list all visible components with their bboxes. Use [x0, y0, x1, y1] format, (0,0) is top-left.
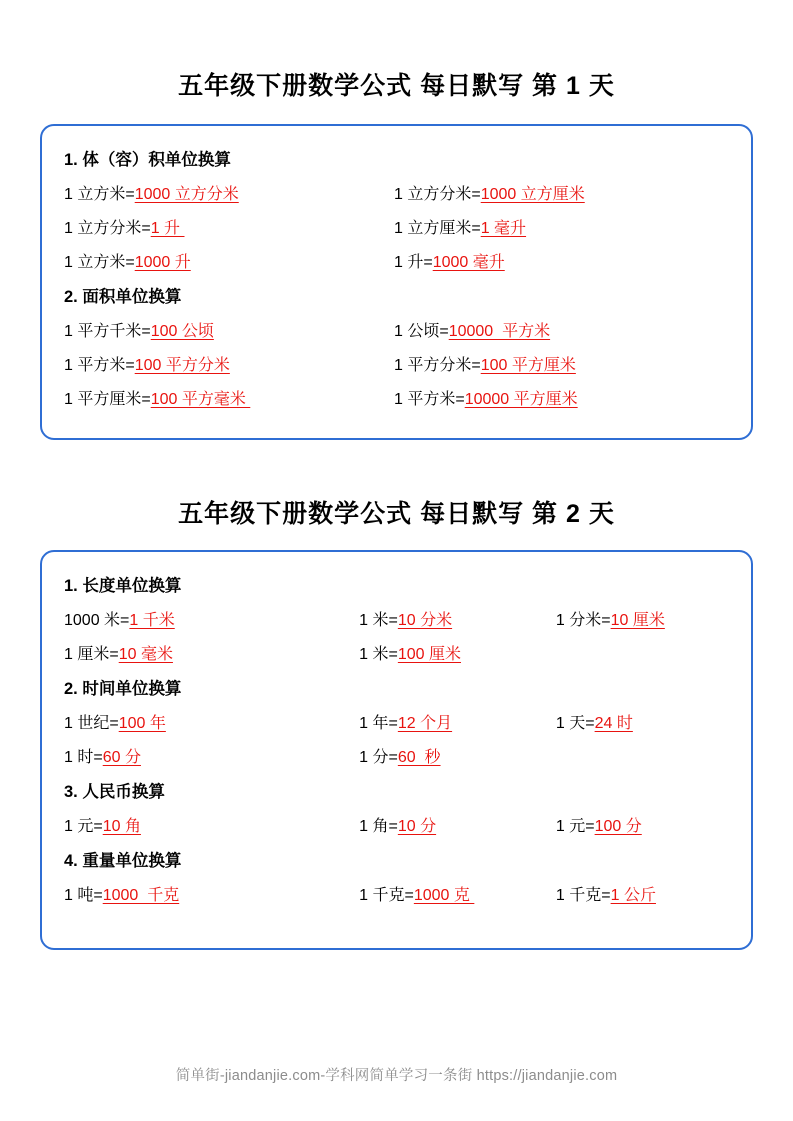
formula-label: 1 米=	[359, 612, 398, 629]
section-title-day-1: 五年级下册数学公式 每日默写 第 1 天	[178, 72, 615, 100]
formula-cell	[359, 710, 556, 733]
formula-row	[60, 813, 733, 836]
formula-label: 1 立方米=	[64, 254, 135, 271]
formula-answer: 1 千米	[129, 612, 175, 629]
group-rows	[60, 710, 733, 767]
footer-watermark: 简单街-jiandanjie.com-学科网简单学习一条街 https://jiandanjie.com	[175, 1068, 618, 1084]
formula-label: 1 平方千米=	[64, 323, 151, 340]
formula-cell	[60, 386, 394, 409]
group-heading: 1. 长度单位换算	[64, 577, 182, 595]
formula-answer: 1 公斤	[610, 887, 656, 904]
formula-answer: 1 毫升	[480, 220, 527, 237]
formula-cell	[394, 318, 724, 341]
formula-answer: 10 厘米	[610, 612, 665, 629]
group-rows	[60, 181, 733, 272]
formula-cell	[60, 181, 394, 204]
formula-answer: 10 毫米	[118, 646, 173, 663]
formula-answer: 100 平方分米	[134, 357, 230, 374]
formula-label: 1000 米=	[64, 612, 130, 629]
formula-answer: 60 秒	[397, 749, 441, 766]
formula-row	[60, 744, 733, 767]
formula-label: 1 千克=	[555, 887, 611, 904]
formula-answer: 60 分	[102, 749, 141, 766]
formula-row	[60, 181, 733, 204]
formula-cell	[394, 215, 724, 238]
formula-label: 1 立方分米=	[64, 220, 151, 237]
formula-answer: 12 个月	[397, 715, 453, 732]
formula-answer: 1000 千克	[102, 887, 180, 904]
formula-label: 1 升=	[394, 254, 433, 271]
formula-cell	[60, 249, 394, 272]
formula-label: 1 平方分米=	[394, 357, 481, 374]
formula-label: 1 平方米=	[394, 391, 465, 408]
formula-row	[60, 710, 733, 733]
formula-label: 1 角=	[359, 818, 398, 835]
formula-label: 1 立方米=	[64, 186, 135, 203]
formula-answer: 10 分	[397, 818, 437, 835]
formula-row	[60, 607, 733, 630]
formula-label: 1 立方分米=	[394, 186, 481, 203]
group-rows	[60, 607, 733, 664]
formula-label: 1 元=	[555, 818, 595, 835]
formula-answer: 10000 平方厘米	[464, 391, 578, 408]
formula-answer: 100 分	[594, 818, 642, 835]
formula-answer: 24 时	[594, 715, 633, 732]
formula-answer: 10 分米	[397, 612, 453, 629]
formula-cell	[60, 318, 394, 341]
formula-label: 1 公顷=	[394, 323, 449, 340]
formula-cell	[394, 386, 724, 409]
section-day-2	[40, 440, 753, 950]
formula-label: 1 千克=	[359, 887, 414, 904]
formula-answer: 1000 升	[134, 254, 191, 271]
formula-cell	[394, 249, 724, 272]
formula-cell	[359, 607, 556, 630]
formula-cell	[60, 710, 359, 733]
formula-answer: 100 年	[118, 715, 166, 732]
formula-row	[60, 882, 733, 905]
formula-label: 1 吨=	[64, 887, 103, 904]
formula-answer: 1000 立方厘米	[480, 186, 585, 203]
formula-label: 1 天=	[555, 715, 595, 732]
formula-answer: 100 平方厘米	[480, 357, 576, 374]
formula-cell	[394, 352, 724, 375]
formula-label: 1 世纪=	[64, 715, 119, 732]
formula-cell	[556, 813, 733, 836]
group-heading: 1. 体（容）积单位换算	[64, 151, 231, 169]
section-day-1	[40, 0, 753, 440]
group-rows	[60, 318, 733, 409]
formula-row	[60, 215, 733, 238]
formula-cell	[60, 744, 359, 767]
formula-cell	[359, 813, 556, 836]
formula-cell	[60, 813, 359, 836]
group-rows	[60, 882, 733, 905]
formula-answer: 10000 平方米	[448, 323, 551, 340]
formula-cell	[60, 607, 359, 630]
group-heading: 2. 面积单位换算	[64, 288, 182, 306]
formula-label: 1 年=	[359, 715, 398, 732]
formula-cell	[359, 641, 556, 664]
group-heading: 4. 重量单位换算	[64, 852, 182, 870]
formula-answer: 100 厘米	[397, 646, 461, 663]
formula-label: 1 分米=	[555, 612, 611, 629]
formula-row	[60, 386, 733, 409]
formula-answer: 1000 毫升	[432, 254, 505, 271]
formula-label: 1 时=	[64, 749, 103, 766]
formula-row	[60, 641, 733, 664]
formula-label: 1 厘米=	[64, 646, 119, 663]
formula-answer: 10 角	[102, 818, 141, 835]
formula-answer: 1 升	[150, 220, 185, 237]
formula-cell	[359, 882, 556, 905]
formula-answer: 1000 克	[413, 887, 475, 904]
formula-row	[60, 318, 733, 341]
formula-label: 1 元=	[64, 818, 103, 835]
formula-cell	[60, 215, 394, 238]
formula-row	[60, 352, 733, 375]
formula-card-day-2	[40, 550, 753, 950]
group-heading: 2. 时间单位换算	[64, 680, 182, 698]
group-rows	[60, 813, 733, 836]
group-heading: 3. 人民币换算	[64, 783, 165, 801]
formula-row	[60, 249, 733, 272]
formula-cell	[60, 352, 394, 375]
formula-label: 1 分=	[359, 749, 398, 766]
formula-card-day-1	[40, 124, 753, 440]
formula-cell	[60, 882, 359, 905]
formula-cell	[556, 607, 733, 630]
formula-label: 1 平方米=	[64, 357, 135, 374]
formula-answer: 1000 立方分米	[134, 186, 239, 203]
formula-cell	[359, 744, 556, 767]
formula-cell	[556, 882, 733, 905]
section-title-day-2: 五年级下册数学公式 每日默写 第 2 天	[178, 500, 615, 528]
formula-label: 1 平方厘米=	[64, 391, 151, 408]
formula-label: 1 立方厘米=	[394, 220, 481, 237]
formula-cell	[394, 181, 724, 204]
formula-answer: 100 平方毫米	[150, 391, 251, 408]
formula-answer: 100 公顷	[150, 323, 214, 340]
formula-cell	[556, 710, 733, 733]
formula-cell	[60, 641, 359, 664]
formula-label: 1 米=	[359, 646, 398, 663]
